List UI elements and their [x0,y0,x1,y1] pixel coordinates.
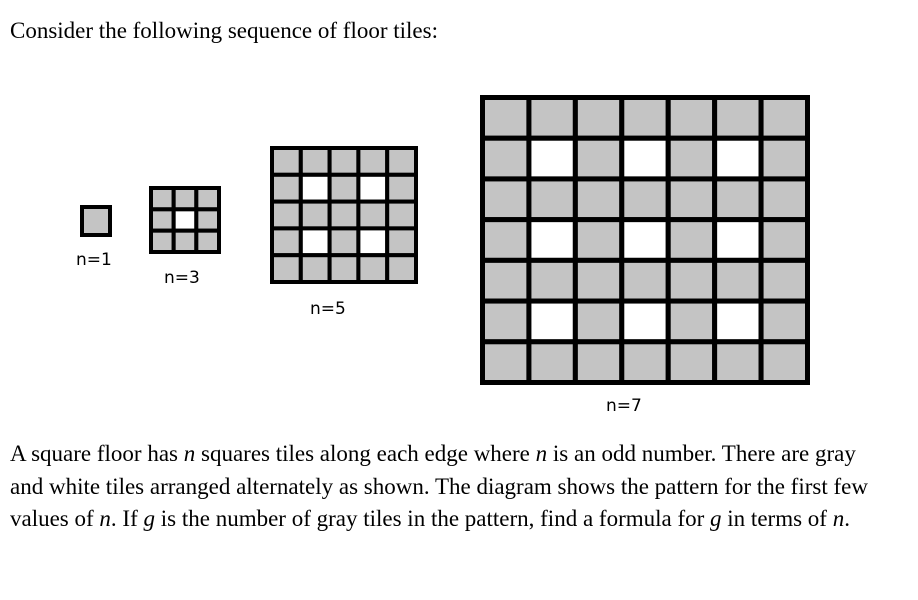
gray-tile [761,179,807,220]
gray-tile [668,220,714,261]
tile-grid-n5 [270,146,418,284]
gray-tile [529,179,575,220]
gray-tile [196,231,219,252]
gray-tile [272,228,301,255]
gray-tile [761,98,807,139]
gray-tile [668,342,714,383]
gray-tile [761,342,807,383]
gray-tile [668,301,714,342]
para-text-3: is an odd number. There are gray and white tiles arranged alternately as shown. The diagram shows the pattern for the first few values of [10,441,868,531]
gray-tile [575,342,621,383]
gray-tile [330,175,359,202]
caption-n5: n=5 [310,299,346,319]
problem-paragraph [10,438,890,536]
gray-tile [387,255,416,282]
gray-tile [529,342,575,383]
gray-tile [196,209,219,230]
gray-tile [483,98,529,139]
tile-grid-n1 [80,205,112,237]
white-tile [529,301,575,342]
white-tile [622,220,668,261]
gray-tile [622,260,668,301]
gray-tile [529,98,575,139]
gray-tile [387,148,416,175]
gray-tile [387,228,416,255]
gray-tile [151,188,174,209]
para-text-1: A square floor has [10,441,184,466]
var-g: g [143,506,155,531]
gray-tile [330,202,359,229]
gray-tile [151,209,174,230]
tile-grid-n3 [149,186,221,254]
var-n: n [535,441,548,466]
gray-tile [174,188,197,209]
gray-tile [301,148,330,175]
gray-tile [715,342,761,383]
tile-grid-n7 [480,95,810,385]
white-tile [301,228,330,255]
para-text-7: . [844,506,850,531]
white-tile [529,220,575,261]
para-text-6: in terms of [721,506,833,531]
para-text-4: . If [110,506,144,531]
gray-tile [529,260,575,301]
gray-tile [301,255,330,282]
gray-tile [301,202,330,229]
gray-tile [196,188,219,209]
gray-tile [483,260,529,301]
gray-tile [761,220,807,261]
gray-tile [272,148,301,175]
caption-n1: n=1 [76,250,112,270]
gray-tile [761,138,807,179]
gray-tile [575,301,621,342]
white-tile [529,138,575,179]
gray-tile [330,148,359,175]
gray-tile [715,179,761,220]
gray-tile [622,98,668,139]
gray-tile [387,202,416,229]
gray-tile [387,175,416,202]
gray-tile [483,138,529,179]
para-text-2: squares tiles along each edge where [195,441,536,466]
intro-text: Consider the following sequence of floor tiles: [10,18,438,43]
gray-tile [82,207,110,235]
gray-tile [668,98,714,139]
caption-n7: n=7 [606,396,642,416]
gray-tile [575,179,621,220]
white-tile [358,175,387,202]
gray-tile [668,260,714,301]
para-text-5: is the number of gray tiles in the pattern, find a formula for [155,506,711,531]
white-tile [301,175,330,202]
caption-n3: n=3 [164,268,200,288]
gray-tile [483,220,529,261]
white-tile [715,220,761,261]
gray-tile [761,301,807,342]
gray-tile [483,342,529,383]
gray-tile [358,202,387,229]
var-n: n [832,506,845,531]
white-tile [174,209,197,230]
gray-tile [715,98,761,139]
var-n: n [183,441,196,466]
var-g: g [710,506,722,531]
gray-tile [715,260,761,301]
gray-tile [575,98,621,139]
gray-tile [358,148,387,175]
gray-tile [272,175,301,202]
gray-tile [358,255,387,282]
gray-tile [272,202,301,229]
gray-tile [575,220,621,261]
gray-tile [575,260,621,301]
gray-tile [761,260,807,301]
gray-tile [668,179,714,220]
white-tile [358,228,387,255]
gray-tile [668,138,714,179]
gray-tile [575,138,621,179]
gray-tile [483,179,529,220]
white-tile [715,301,761,342]
gray-tile [330,228,359,255]
gray-tile [330,255,359,282]
white-tile [715,138,761,179]
var-n: n [99,506,111,531]
gray-tile [483,301,529,342]
white-tile [622,138,668,179]
gray-tile [272,255,301,282]
gray-tile [174,231,197,252]
white-tile [622,301,668,342]
gray-tile [151,231,174,252]
gray-tile [622,179,668,220]
gray-tile [622,342,668,383]
